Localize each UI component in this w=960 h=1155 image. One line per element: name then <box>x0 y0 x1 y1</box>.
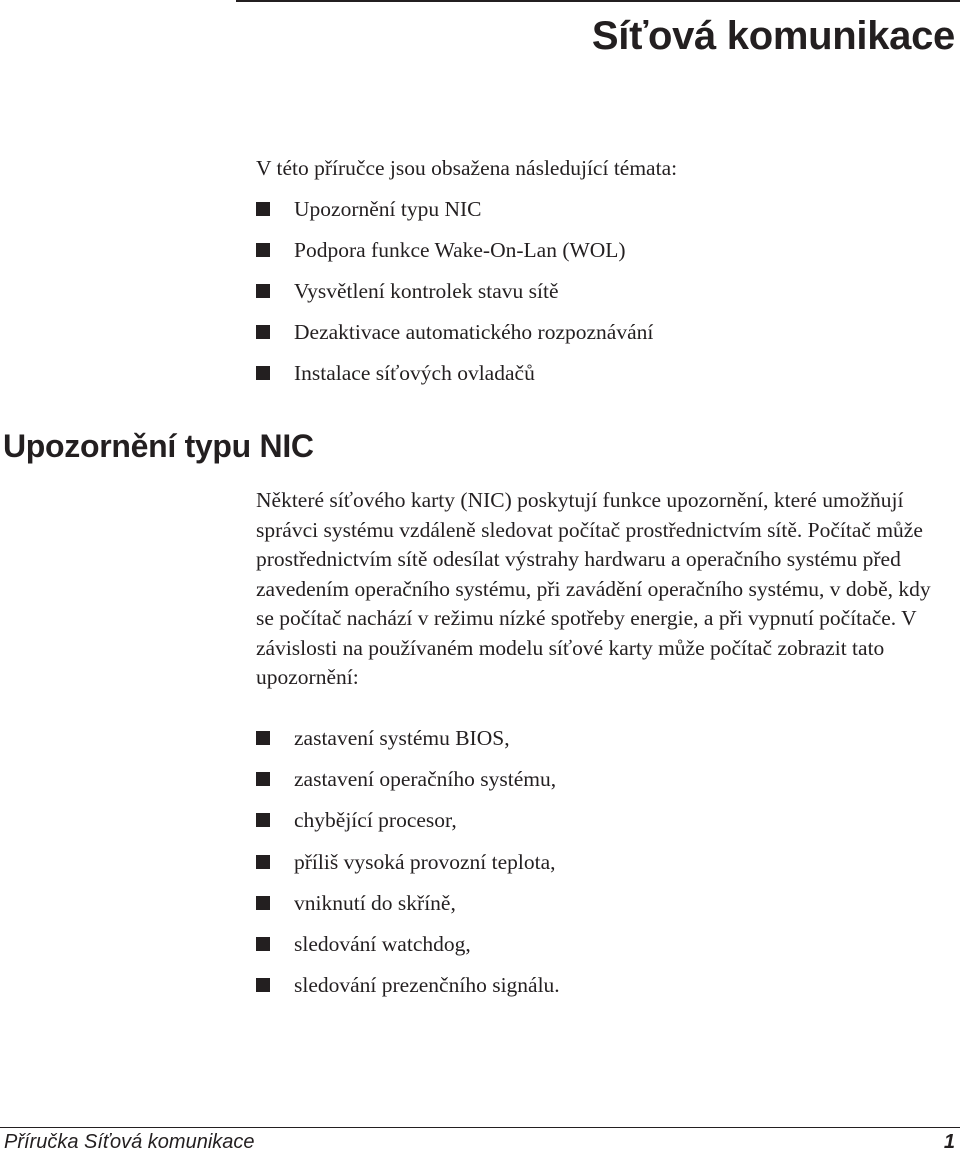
topic-label: Vysvětlení kontrolek stavu sítě <box>294 279 559 303</box>
chapter-title: Síťová komunikace <box>591 14 955 58</box>
square-bullet-icon <box>256 855 270 869</box>
square-bullet-icon <box>256 978 270 992</box>
page-number: 1 <box>943 1131 955 1153</box>
alert-label: chybějící procesor, <box>294 808 457 833</box>
alert-list-item <box>256 889 946 930</box>
footer-document-title: Příručka Síťová komunikace <box>4 1131 255 1153</box>
alert-list-item <box>256 724 946 765</box>
square-bullet-icon <box>256 896 270 910</box>
topic-label: Instalace síťových ovladačů <box>294 361 535 385</box>
square-bullet-icon <box>256 772 270 786</box>
square-bullet-icon <box>256 813 270 827</box>
topic-list-item <box>256 277 946 318</box>
square-bullet-icon <box>256 731 270 745</box>
header-rule <box>236 0 960 2</box>
alert-list-item <box>256 765 946 806</box>
alert-list-item <box>256 848 946 889</box>
topic-label: Dezaktivace automatického rozpoznávání <box>294 320 654 344</box>
square-bullet-icon <box>256 937 270 951</box>
alert-label: sledování watchdog, <box>294 931 471 956</box>
intro-block <box>256 154 946 400</box>
square-bullet-icon <box>256 243 270 257</box>
topic-list <box>256 195 946 400</box>
footer-rule <box>0 1127 960 1128</box>
topic-list-item <box>256 195 946 236</box>
intro-lead: V této příručce jsou obsažena následující témata: <box>256 156 678 180</box>
topic-label: Upozornění typu NIC <box>294 197 482 221</box>
alert-label: zastavení systému BIOS, <box>294 726 510 750</box>
alert-label: sledování prezenčního signálu. <box>294 973 560 998</box>
topic-list-item <box>256 236 946 277</box>
alert-list-item <box>256 930 946 971</box>
topic-list-item <box>256 359 946 400</box>
alert-list <box>256 724 946 1012</box>
alert-list-item <box>256 806 946 847</box>
alert-label: příliš vysoká provozní teplota, <box>294 849 556 874</box>
section-paragraph: Některé síťového karty (NIC) poskytují funkce upozornění, které umožňují správci systému vzdáleně sledovat počítač prostřednictvím sítě. Počítač může prostřednictvím sítě odesílat výstrahy hardwaru a operačního systému před zavedením operačního systému, při zavádění operačního systému, v době, kdy se počítač nachází v režimu nízké spotřeby energie, a při vypnutí počítače. V závislosti na používaném modelu síťové karty může počítač zobrazit tato upozornění: <box>256 488 931 689</box>
alert-list-item <box>256 971 946 1012</box>
topic-label: Podpora funkce Wake-On-Lan (WOL) <box>294 238 626 262</box>
topic-list-item <box>256 318 946 359</box>
square-bullet-icon <box>256 366 270 380</box>
square-bullet-icon <box>256 284 270 298</box>
alert-label: zastavení operačního systému, <box>294 767 557 792</box>
alert-label: vniknutí do skříně, <box>294 890 456 915</box>
section-title: Upozornění typu NIC <box>3 428 314 464</box>
square-bullet-icon <box>256 325 270 339</box>
square-bullet-icon <box>256 202 270 216</box>
